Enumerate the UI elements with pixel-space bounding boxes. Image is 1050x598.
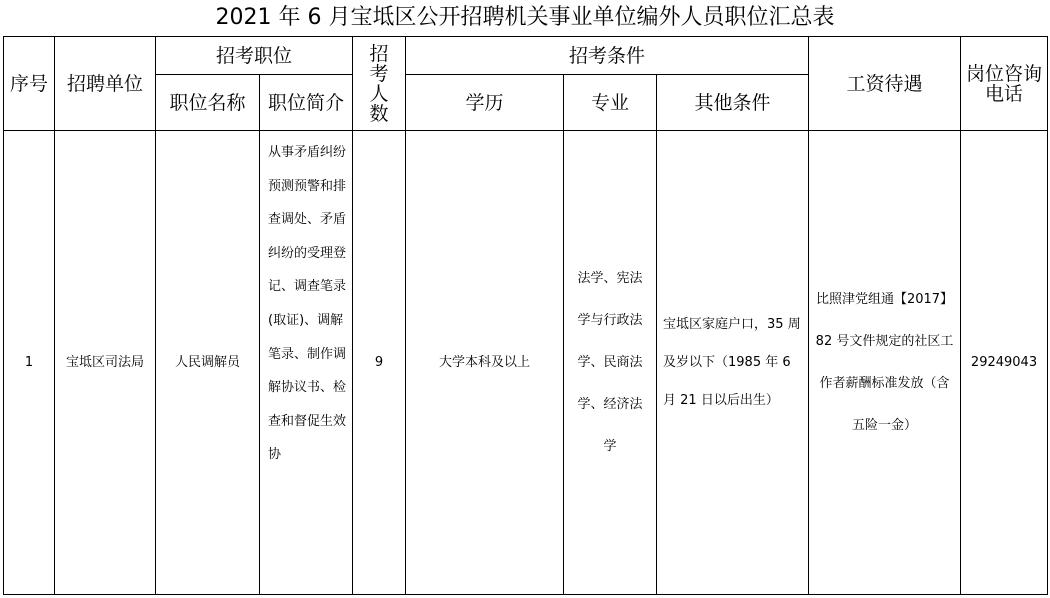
table-row bbox=[4, 131, 1048, 595]
cell-major: 法学、宪法学与行政法学、民商法学、经济法学 bbox=[564, 131, 657, 595]
header-seq: 序号 bbox=[4, 37, 55, 131]
header-row-1 bbox=[4, 37, 1048, 75]
cell-position-name: 人民调解员 bbox=[156, 131, 260, 595]
header-phone: 岗位咨询电话 bbox=[961, 37, 1048, 131]
header-salary: 工资待遇 bbox=[809, 37, 961, 131]
cell-salary: 比照津党组通【2017】 82 号文件规定的社区工作者薪酬标准发放（含五险一金） bbox=[809, 131, 961, 595]
header-other: 其他条件 bbox=[657, 75, 809, 131]
header-count: 招考人数 bbox=[353, 37, 406, 131]
header-unit: 招聘单位 bbox=[55, 37, 156, 131]
cell-education: 大学本科及以上 bbox=[406, 131, 564, 595]
cell-other-conditions: 宝坻区家庭户口，35 周及岁以下（1985 年 6 月 21 日以后出生） bbox=[657, 131, 809, 595]
cell-count: 9 bbox=[353, 131, 406, 595]
header-major: 专业 bbox=[564, 75, 657, 131]
header-position-name: 职位名称 bbox=[156, 75, 260, 131]
cell-phone: 29249043 bbox=[961, 131, 1048, 595]
cell-seq: 1 bbox=[4, 131, 55, 595]
cell-position-intro-container bbox=[260, 131, 353, 595]
header-conditions-group: 招考条件 bbox=[406, 37, 809, 75]
page-title: 2021 年 6 月宝坻区公开招聘机关事业单位编外人员职位汇总表 bbox=[215, 5, 835, 30]
header-education: 学历 bbox=[406, 75, 564, 131]
positions-table bbox=[3, 36, 1048, 595]
header-position-intro: 职位简介 bbox=[260, 75, 353, 131]
cell-unit: 宝坻区司法局 bbox=[55, 131, 156, 595]
header-position-group: 招考职位 bbox=[156, 37, 353, 75]
cell-position-intro: 从事矛盾纠纷预测预警和排查调处、矛盾纠纷的受理登记、调查笔录(取证)、调解笔录、制作调解协议书、检查和督促生效协 bbox=[268, 145, 347, 463]
